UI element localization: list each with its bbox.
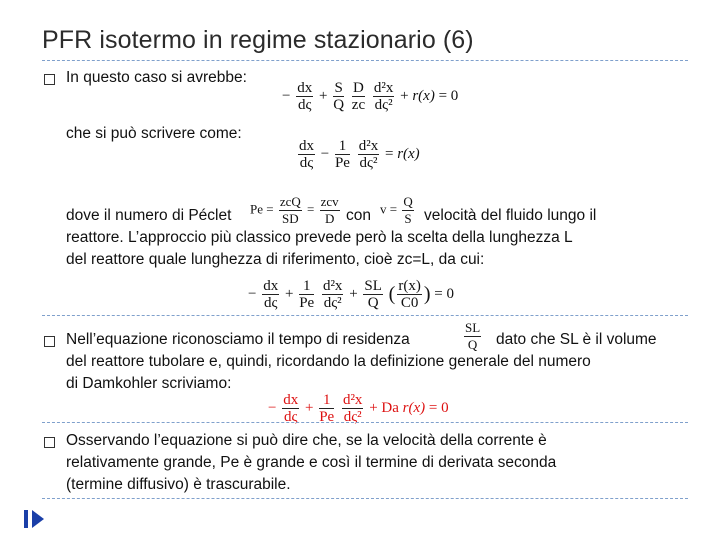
equation-3: − $\frac{dx}{d\varsigma}$ + $\frac{1}{Pe}$ $\frac{\text{d²x}}{\text{dς²}}$ + $\frac{SL}{Q}$ ( $\frac{r(x)}{C0}$ ) = 0 — [248, 278, 454, 311]
footer-separator — [42, 498, 688, 499]
bullet-marker — [44, 336, 55, 347]
paragraph-line-3: del reattore quale lunghezza di riferimento, cioè zc=L, da cui: — [66, 251, 485, 268]
bullet-2-line-1b: dato che SL è il volume — [496, 331, 657, 348]
velocity-definition: v = $\frac{Q}{S}$ — [380, 194, 413, 226]
bullet-1-continuation: che si può scrivere come: — [66, 125, 242, 142]
bullet-2-line-1a: Nell’equazione riconosciamo il tempo di residenza — [66, 331, 410, 348]
peclet-text-con: con — [346, 207, 371, 224]
residence-time: $\frac{SL}{Q}$ — [465, 320, 481, 352]
bullet-3-line-3: (termine diffusivo) è trascurabile. — [66, 476, 291, 493]
bullet-2-line-2: del reattore tubolare e, quindi, ricordando la definizione generale del numero — [66, 353, 591, 370]
section-separator-1 — [42, 315, 688, 316]
slide-nav-arrow-icon[interactable] — [32, 510, 44, 528]
slide-nav-bar-icon[interactable] — [24, 510, 28, 528]
bullet-1-text: In questo caso si avrebbe: — [66, 69, 247, 86]
equation-2: $\frac{dx}{d\varsigma}$ − $\frac{1}{Pe}$ $\frac{\text{d²x}}{\text{dς²}}$ = r(x) — [299, 138, 420, 171]
peclet-text-pre: dove il numero di Péclet — [66, 207, 232, 224]
bullet-marker — [44, 437, 55, 448]
title-separator — [42, 60, 688, 61]
paragraph-line-2: reattore. L’approccio più classico prevede però la scelta della lunghezza L — [66, 229, 573, 246]
bullet-2-line-3: di Damkohler scriviamo: — [66, 375, 232, 392]
bullet-3-line-1: Osservando l’equazione si può dire che, se la velocità della corrente è — [66, 432, 547, 449]
page-title: PFR isotermo in regime stazionario (6) — [42, 26, 474, 54]
peclet-definition: Pe = $\frac{\text{zcQ}}{SD}$ = $\frac{\text{zcv}}{D}$ — [250, 194, 339, 226]
equation-1: − $\frac{dx}{d\varsigma}$ + $\frac{S}{Q}$ $\frac{D}{zc}$ $\frac{\text{d²x}}{\text{dς²}}$ + r(x) = 0 — [282, 80, 459, 113]
bullet-3-line-2: relativamente grande, Pe è grande e così il termine di derivata seconda — [66, 454, 557, 471]
bullet-marker — [44, 74, 55, 85]
section-separator-2 — [42, 422, 688, 423]
equation-4: − $\frac{dx}{d\varsigma}$ + $\frac{1}{Pe}$ $\frac{\text{d²x}}{\text{dς²}}$ + Da r(x) = 0 — [268, 392, 449, 425]
peclet-text-post: velocità del fluido lungo il — [424, 207, 597, 224]
